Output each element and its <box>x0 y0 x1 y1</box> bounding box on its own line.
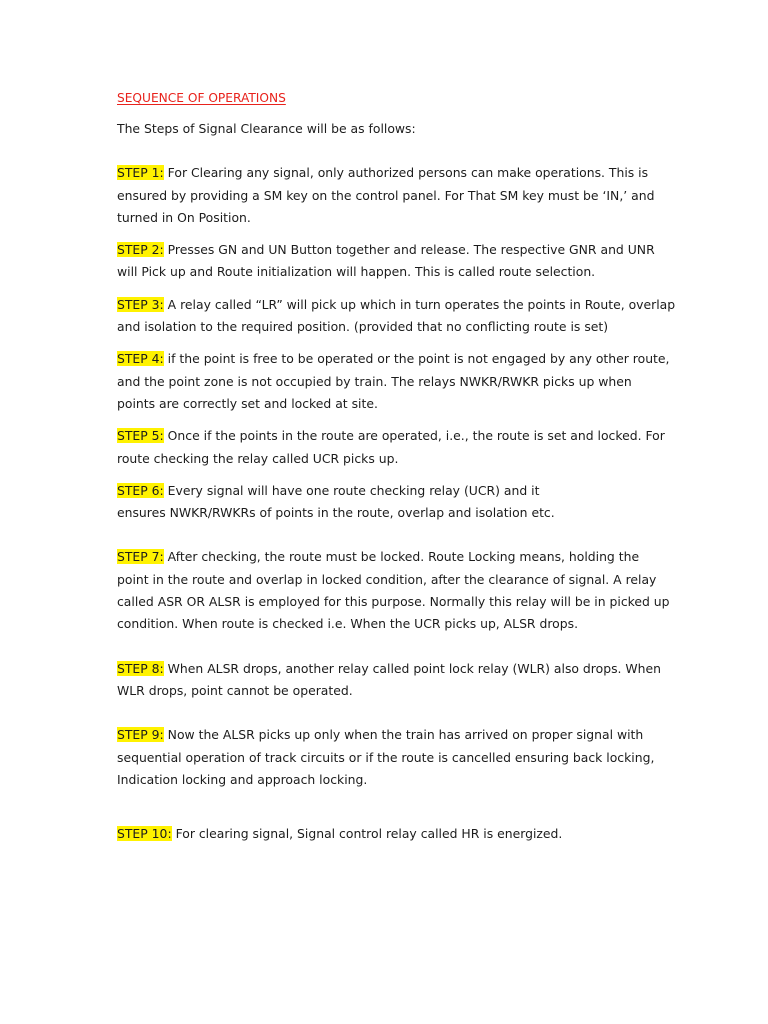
step-9 <box>117 724 657 791</box>
step-7-line-1: After checking, the route must be locked. Route Locking means, holding the <box>163 549 640 565</box>
step-2-line-2: will Pick up and Route initialization will happen. This is called route selection. <box>117 264 596 280</box>
step-1-line-3: turned in On Position. <box>117 209 251 225</box>
step-7-line-4: condition. When route is checked i.e. When the UCR picks up, ALSR drops. <box>117 616 579 632</box>
step-1 <box>117 162 657 229</box>
step-7-line-2: point in the route and overlap in locked condition, after the clearance of signal. A relay <box>117 571 657 587</box>
step-7-label: STEP 7: <box>117 549 164 565</box>
step-6-label: STEP 6: <box>117 482 164 498</box>
intro-text: The Steps of Signal Clearance will be as follows: <box>117 121 416 136</box>
step-2 <box>117 239 657 284</box>
step-5-line-2: route checking the relay called UCR picks up. <box>117 450 399 466</box>
step-8-line-2: WLR drops, point cannot be operated. <box>117 682 353 698</box>
step-8 <box>117 658 661 703</box>
step-9-line-1: Now the ALSR picks up only when the train has arrived on proper signal with <box>163 727 644 743</box>
step-3-line-2: and isolation to the required position. (provided that no conflicting route is set) <box>117 319 609 335</box>
step-5-label: STEP 5: <box>117 428 164 444</box>
step-6 <box>117 480 657 525</box>
step-10-label: STEP 10: <box>117 826 172 842</box>
step-4 <box>117 348 670 415</box>
step-9-label: STEP 9: <box>117 727 164 743</box>
step-1-line-1: For Clearing any signal, only authorized persons can make operations. This is <box>163 165 649 181</box>
step-1-line-2: ensured by providing a SM key on the control panel. For That SM key must be ‘IN,’ and <box>117 187 655 203</box>
step-4-line-3: points are correctly set and locked at site. <box>117 395 378 411</box>
step-4-label: STEP 4: <box>117 351 164 367</box>
step-10-line-1: For clearing signal, Signal control relay called HR is energized. <box>171 826 563 842</box>
step-2-label: STEP 2: <box>117 242 164 258</box>
step-4-line-1: if the point is free to be operated or the point is not engaged by any other route, <box>163 351 670 367</box>
step-3-line-1: A relay called “LR” will pick up which in turn operates the points in Route, overlap <box>163 296 676 312</box>
step-9-line-3: Indication locking and approach locking. <box>117 771 368 787</box>
step-7 <box>117 546 670 635</box>
step-6-line-1: Every signal will have one route checking relay (UCR) and it <box>163 482 540 498</box>
step-5-line-1: Once if the points in the route are operated, i.e., the route is set and locked. For <box>163 428 665 444</box>
step-8-line-1: When ALSR drops, another relay called point lock relay (WLR) also drops. When <box>163 660 661 676</box>
step-10 <box>117 823 657 845</box>
document-body <box>117 87 676 845</box>
document-heading: SEQUENCE OF OPERATIONS <box>117 91 286 105</box>
step-2-line-1: Presses GN and UN Button together and release. The respective GNR and UNR <box>163 242 655 258</box>
step-5 <box>117 425 665 470</box>
step-1-label: STEP 1: <box>117 165 164 181</box>
step-4-line-2: and the point zone is not occupied by train. The relays NWKR/RWKR picks up when <box>117 373 632 389</box>
step-3 <box>117 294 676 339</box>
step-9-line-2: sequential operation of track circuits or if the route is cancelled ensuring back locking, <box>117 749 655 765</box>
step-7-line-3: called ASR OR ALSR is employed for this purpose. Normally this relay will be in picked up <box>117 594 670 610</box>
step-3-label: STEP 3: <box>117 296 164 312</box>
step-8-label: STEP 8: <box>117 660 164 676</box>
step-6-line-2: ensures NWKR/RWKRs of points in the route, overlap and isolation etc. <box>117 505 555 521</box>
